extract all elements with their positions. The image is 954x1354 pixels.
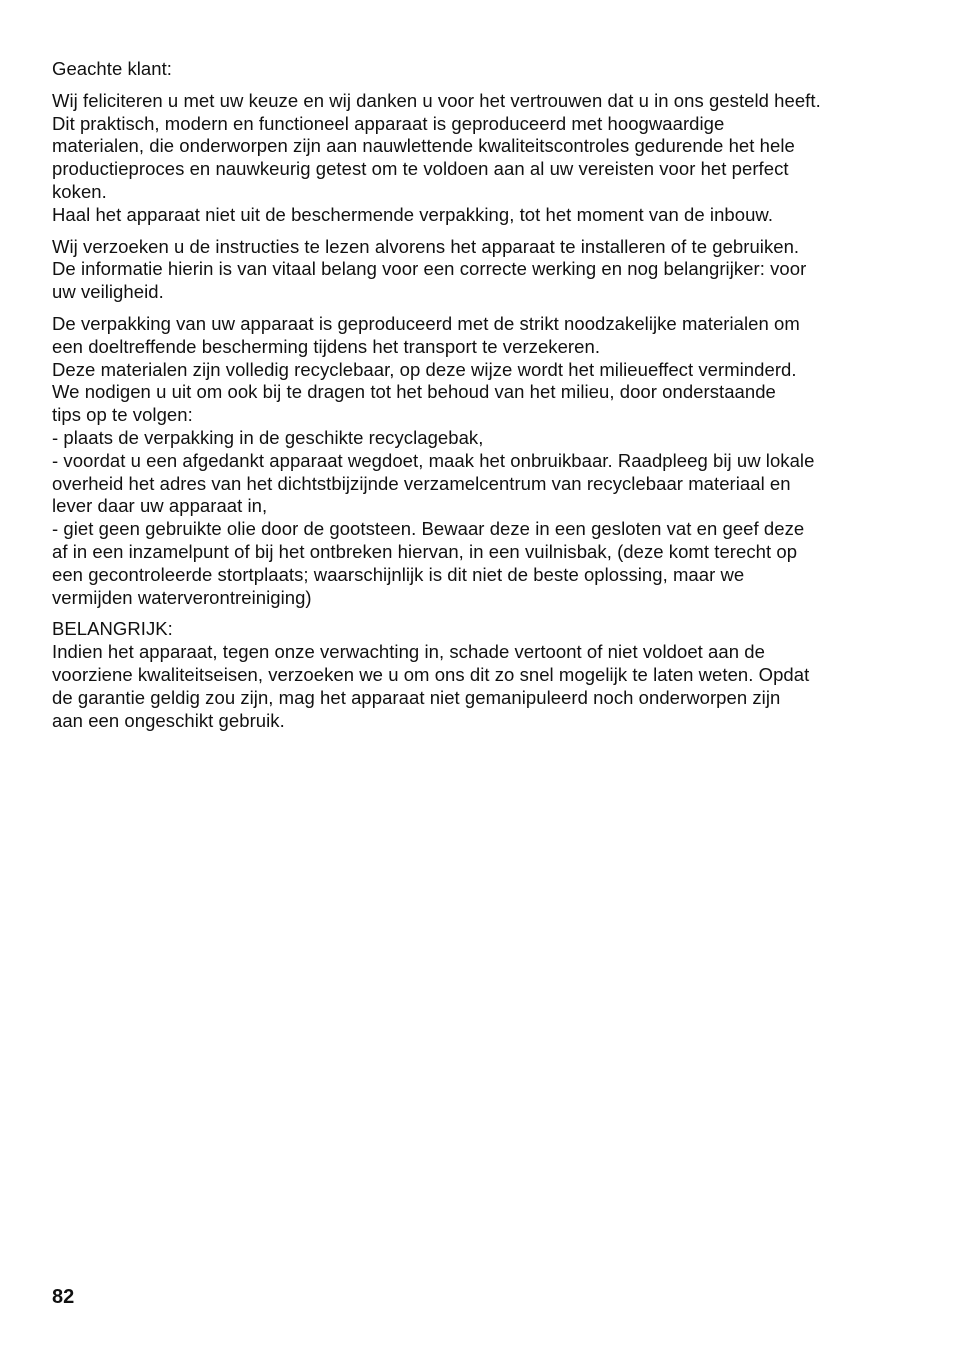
instructions-paragraph [52,236,912,304]
text-line: productieproces en nauwkeurig getest om te voldoen aan al uw vereisten voor het perfect [52,158,789,180]
text-line: De verpakking van uw apparaat is geproduceerd met de strikt noodzakelijke materialen om [52,312,800,334]
list-item: - plaats de verpakking in de geschikte recyclagebak, [52,426,484,448]
text-line: uw veiligheid. [52,281,164,303]
important-paragraph [52,618,912,732]
text-line: Wij feliciteren u met uw keuze en wij danken u voor het vertrouwen dat u in ons gesteld heeft. [52,89,821,111]
text-line: We nodigen u uit om ook bij te dragen tot het behoud van het milieu, door onderstaande [52,381,776,403]
text-line: af in een inzamelpunt of bij het ontbreken hiervan, in een vuilnisbak, (deze komt terecht op [52,540,798,562]
document-body [52,58,912,732]
text-line: materialen, die onderworpen zijn aan nauwlettende kwaliteitscontroles gedurende het hele [52,135,795,157]
packaging-paragraph [52,313,912,609]
list-item: - voordat u een afgedankt apparaat wegdoet, maak het onbruikbaar. Raadpleeg bij uw lokale [52,449,815,471]
text-line: de garantie geldig zou zijn, mag het apparaat niet gemanipuleerd noch onderworpen zijn [52,686,781,708]
text-line: vermijden waterverontreiniging) [52,586,312,608]
salutation: Geachte klant: [52,58,172,79]
paragraph-gap [52,304,912,313]
text-line: een gecontroleerde stortplaats; waarschijnlijk is dit niet de beste oplossing, maar we [52,563,745,585]
text-line: tips op te volgen: [52,404,193,426]
text-line: een doeltreffende bescherming tijdens het transport te verzekeren. [52,335,601,357]
intro-paragraph [52,90,912,227]
text-line: lever daar uw apparaat in, [52,495,268,517]
text-line: De informatie hierin is van vitaal belang voor een correcte werking en nog belangrijker: voor [52,258,807,280]
text-line: koken. [52,180,107,202]
text-line: Haal het apparaat niet uit de beschermende verpakking, tot het moment van de inbouw. [52,203,774,225]
paragraph-gap [52,227,912,236]
important-heading: BELANGRIJK: [52,618,173,640]
text-line: Indien het apparaat, tegen onze verwachting in, schade vertoont of niet voldoet aan de [52,641,765,663]
text-line: overheid het adres van het dichtstbijzijnde verzamelcentrum van recyclebaar materiaal en [52,472,791,494]
list-item: - giet geen gebruikte olie door de gootsteen. Bewaar deze in een gesloten vat en geef deze [52,518,805,540]
text-line: aan een ongeschikt gebruik. [52,709,285,731]
text-line: Wij verzoeken u de instructies te lezen alvorens het apparaat te installeren of te gebruiken. [52,235,800,257]
paragraph-gap [52,609,912,618]
text-line: Deze materialen zijn volledig recyclebaar, op deze wijze wordt het milieueffect verminderd. [52,358,797,380]
page-number: 82 [52,1286,75,1308]
text-line: Dit praktisch, modern en functioneel apparaat is geproduceerd met hoogwaardige [52,112,725,134]
text-line: voorziene kwaliteitseisen, verzoeken we u om ons dit zo snel mogelijk te laten weten. Opdat [52,663,810,685]
paragraph-gap [52,81,912,90]
